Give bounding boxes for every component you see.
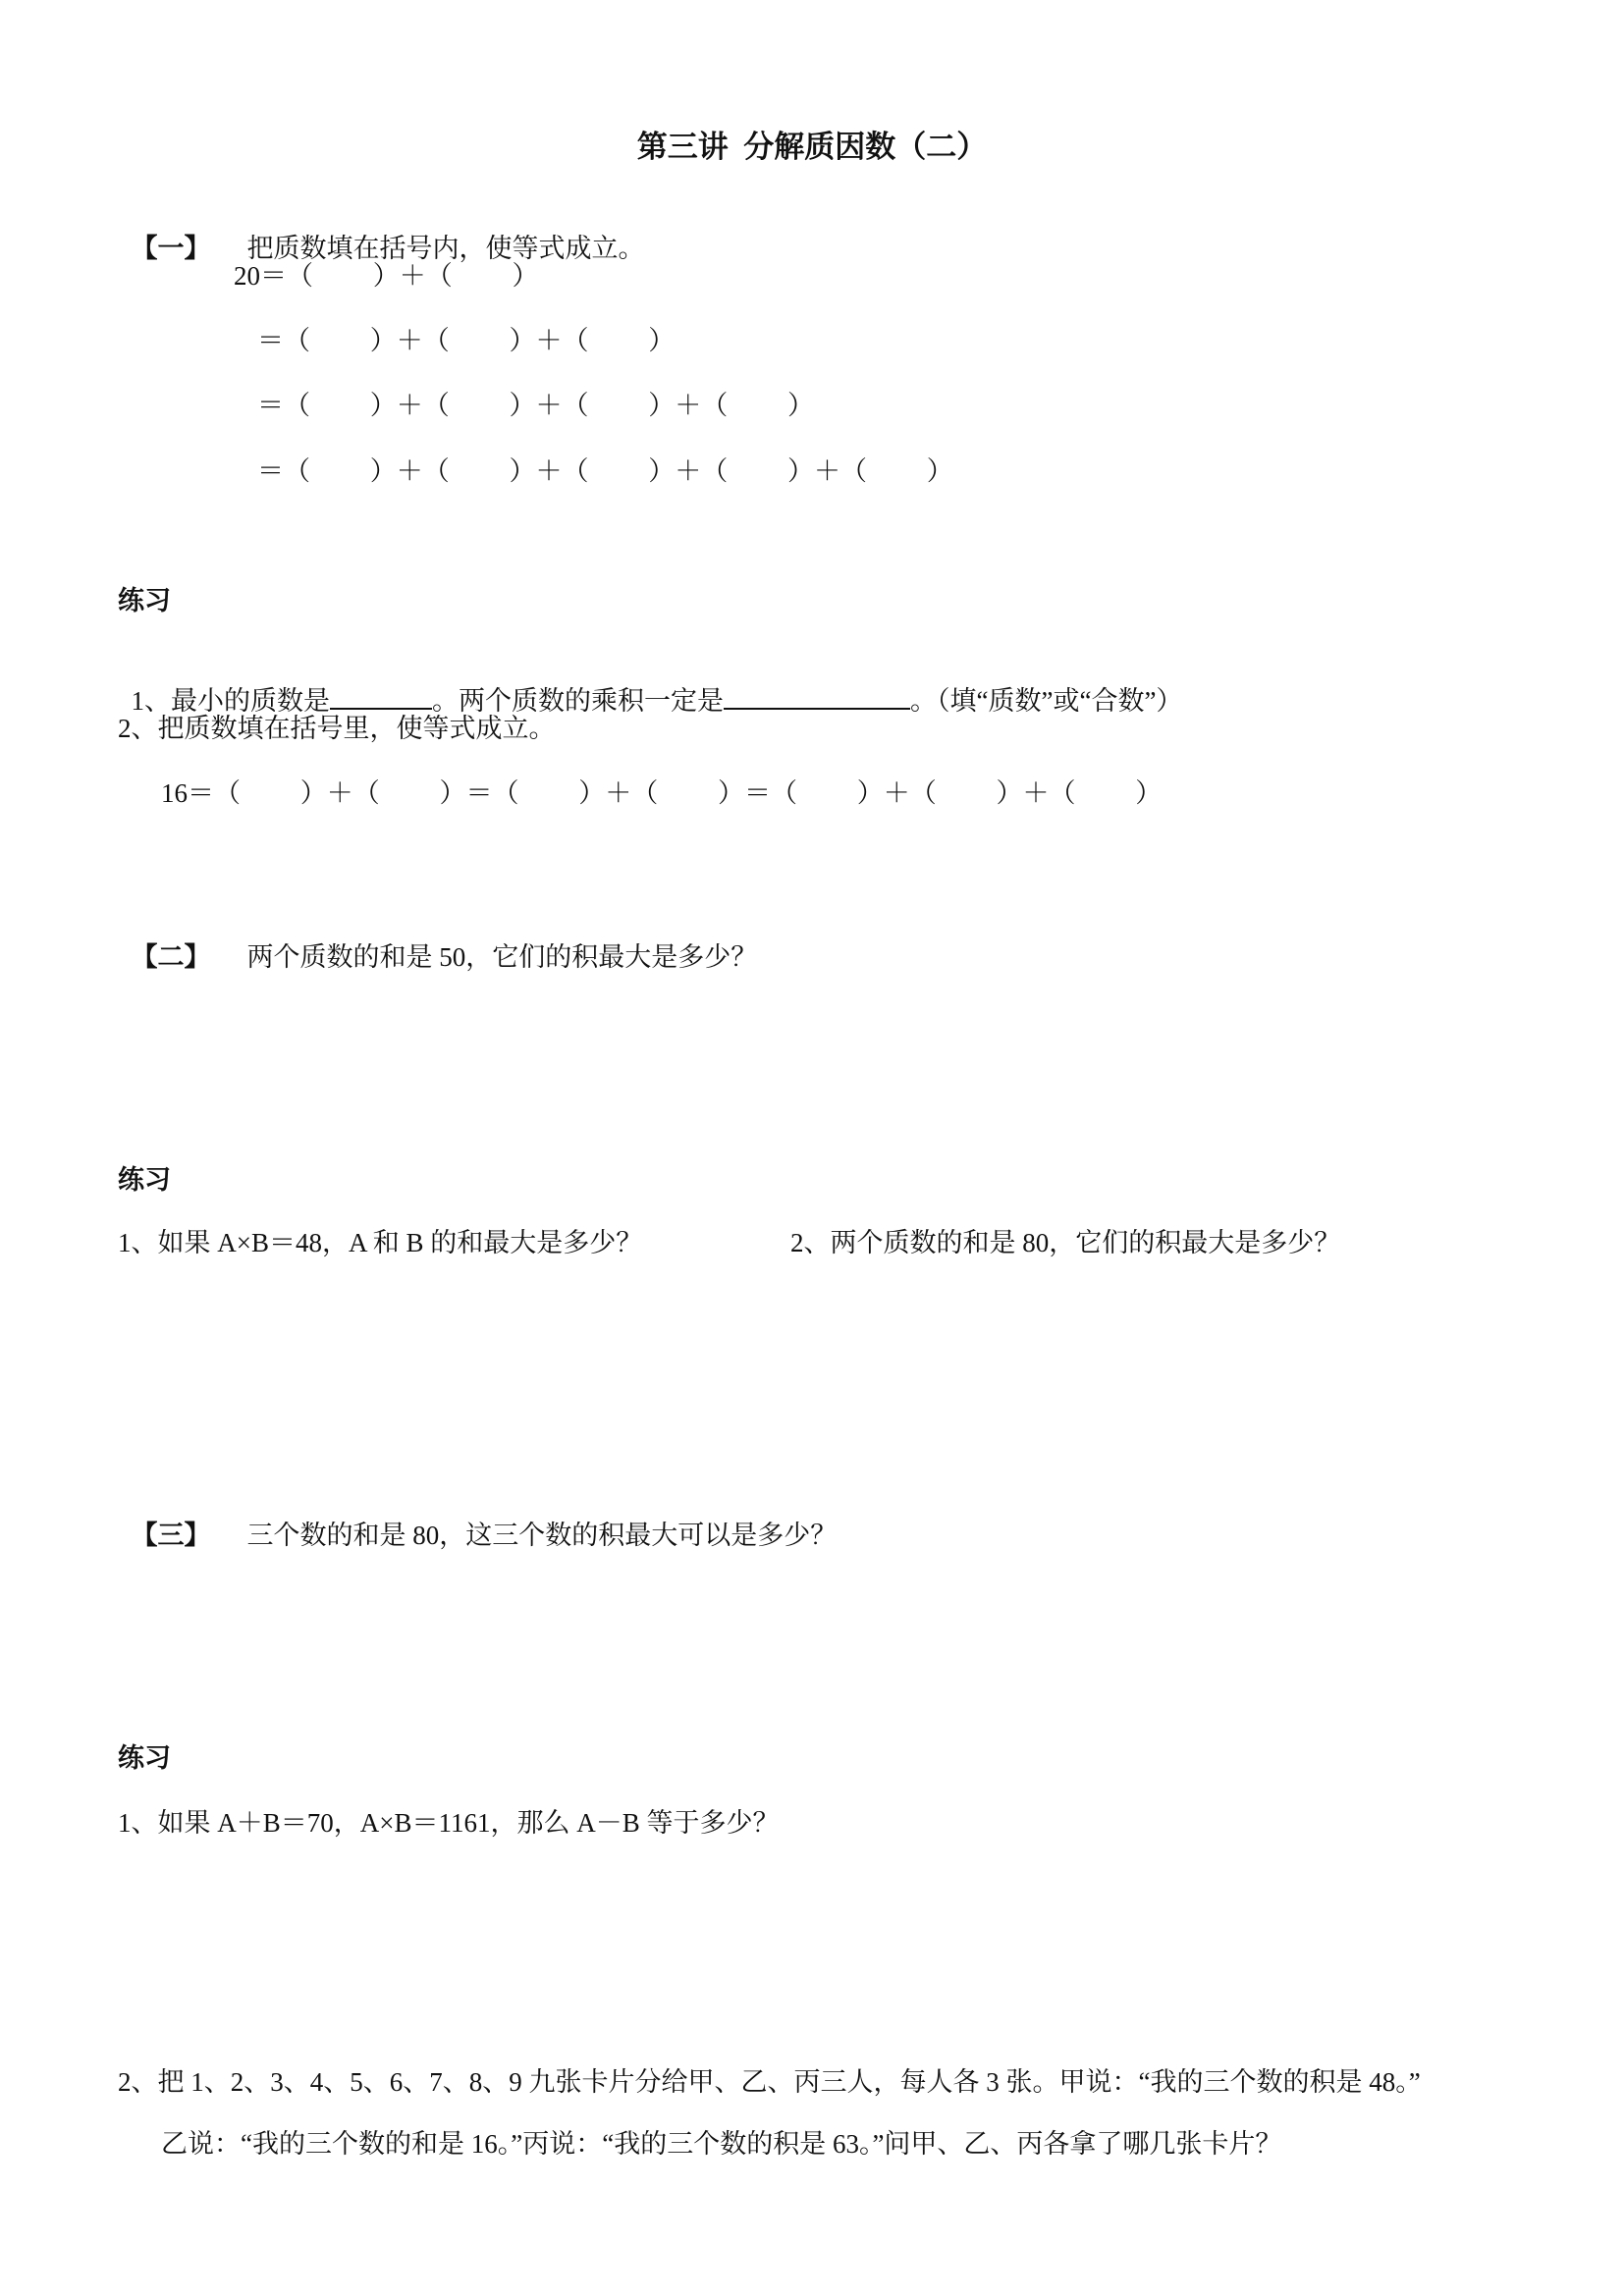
section-1-prompt: 把质数填在括号内，使等式成立。 bbox=[246, 234, 645, 263]
practice-3-question-1: 1、如果 A＋B＝70，A×B＝1161，那么 A－B 等于多少？ bbox=[118, 1808, 780, 1838]
section-3-label: 【三】 bbox=[131, 1521, 211, 1550]
section-1-header bbox=[118, 195, 645, 266]
practice-2-question-1: 1、如果 A×B＝48，A 和 B 的和最大是多少？ bbox=[118, 1228, 643, 1257]
equation-4: ＝（ ）＋（ ）＋（ ）＋（ ）＋（ ） bbox=[257, 456, 953, 486]
practice-3-question-2-line-2: 乙说：“我的三个数的和是 16。”丙说：“我的三个数的积是 63。”问甲、乙、丙各拿了哪几张卡片？ bbox=[161, 2129, 1282, 2159]
section-3-header bbox=[118, 1482, 837, 1553]
practice-3-heading: 练习 bbox=[118, 1743, 171, 1773]
section-2-prompt: 两个质数的和是 50，它们的积最大是多少？ bbox=[246, 942, 758, 972]
section-3-prompt: 三个数的和是 80，这三个数的积最大可以是多少？ bbox=[246, 1521, 838, 1550]
question-text: 1、最小的质数是 bbox=[131, 686, 330, 716]
page-title: 第三讲 分解质因数（二） bbox=[636, 130, 988, 164]
section-2-header bbox=[118, 904, 757, 975]
answer-blank[interactable] bbox=[724, 682, 910, 710]
practice-2-heading: 练习 bbox=[118, 1165, 171, 1195]
practice-1-equation: 16＝（ ）＋（ ）＝（ ）＋（ ）＝（ ）＋（ ）＋（ ） bbox=[161, 778, 1163, 808]
equation-2: ＝（ ）＋（ ）＋（ ） bbox=[257, 326, 676, 355]
section-2-label: 【二】 bbox=[131, 942, 211, 972]
equation-3: ＝（ ）＋（ ）＋（ ）＋（ ） bbox=[257, 391, 814, 420]
practice-1-question-2: 2、把质数填在括号里，使等式成立。 bbox=[118, 714, 556, 743]
practice-1-heading: 练习 bbox=[118, 586, 171, 615]
answer-blank[interactable] bbox=[330, 682, 432, 710]
section-1-label: 【一】 bbox=[131, 234, 211, 263]
question-text: 。两个质数的乘积一定是 bbox=[432, 686, 724, 716]
practice-2-question-2: 2、两个质数的和是 80，它们的积最大是多少？ bbox=[790, 1228, 1341, 1257]
practice-1-question-1 bbox=[118, 647, 1182, 719]
question-text: 。（填“质数”或“合数”） bbox=[910, 686, 1183, 716]
practice-3-question-2-line-1: 2、把 1、2、3、4、5、6、7、8、9 九张卡片分给甲、乙、丙三人，每人各 3 张。甲说：“我的三个数的积是 48。” bbox=[118, 2067, 1421, 2097]
equation-1: 20＝（ ）＋（ ） bbox=[234, 261, 539, 291]
